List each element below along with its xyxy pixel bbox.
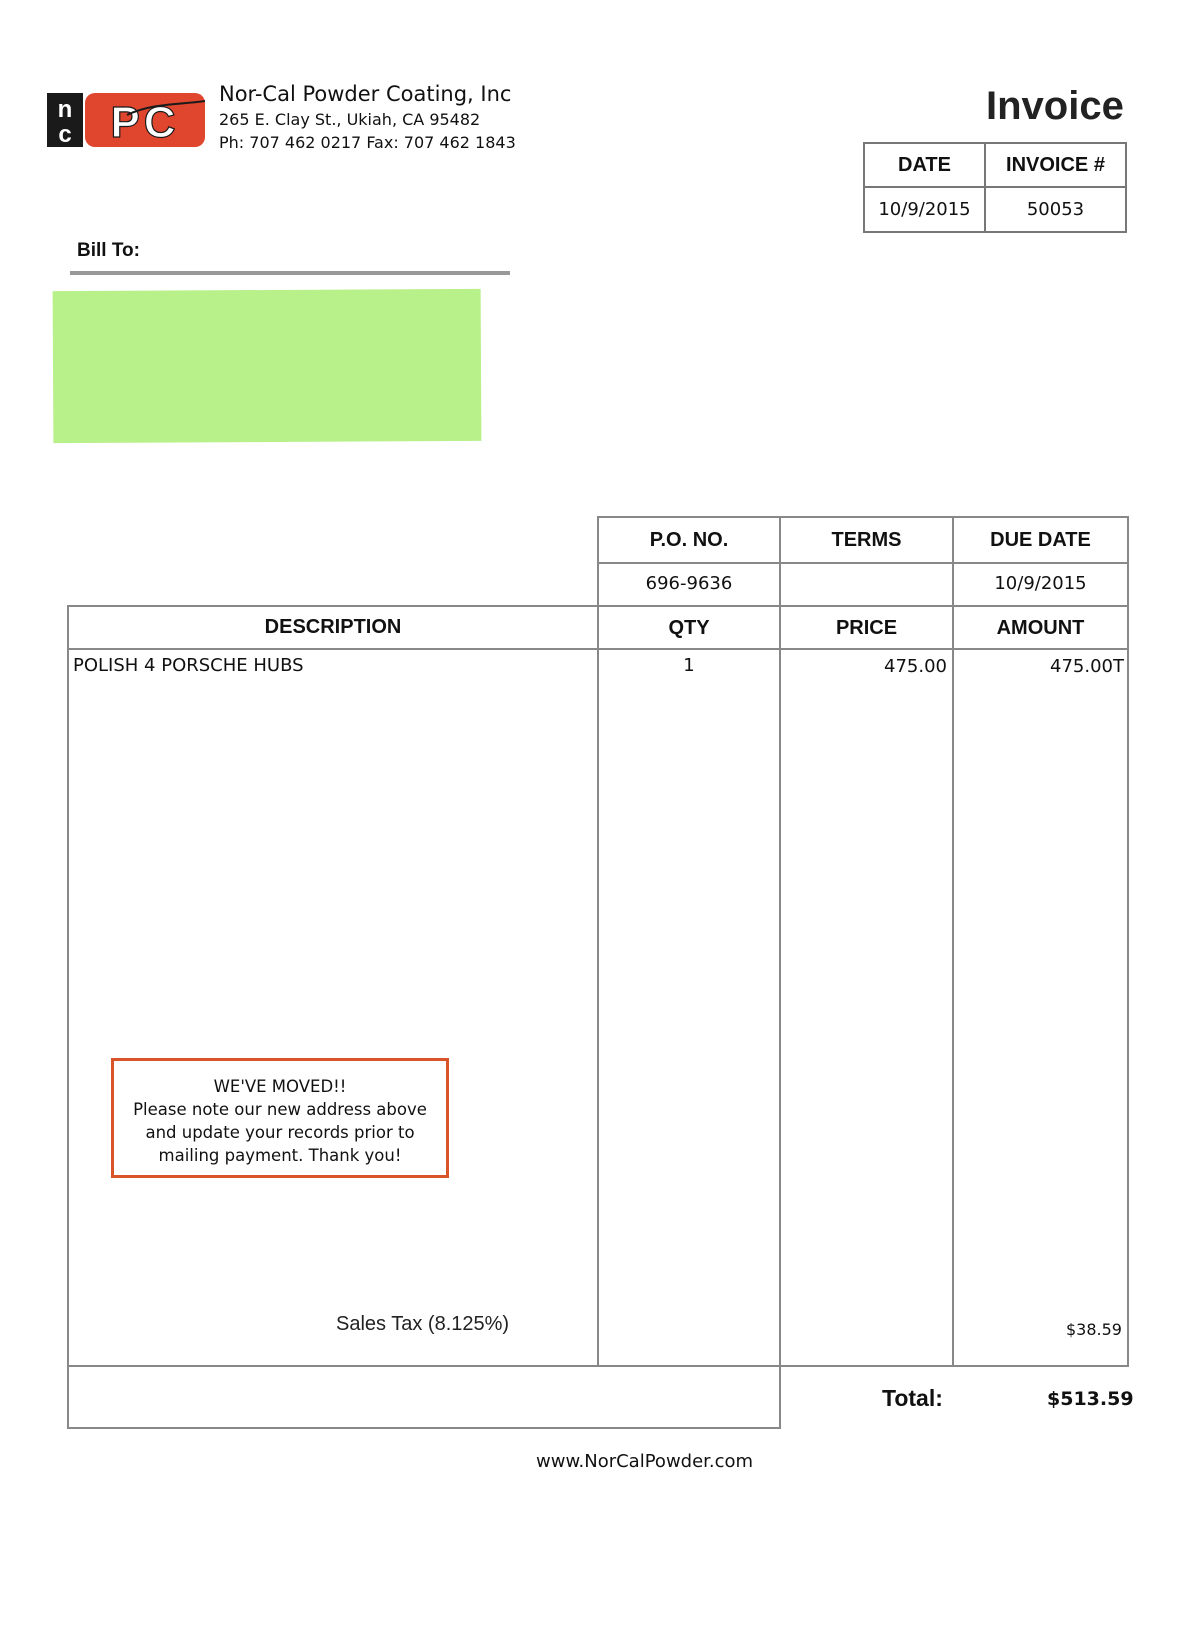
moved-notice xyxy=(111,1058,449,1178)
po-number-header: P.O. NO. xyxy=(649,529,729,551)
sales-tax-amount: $38.59 xyxy=(1066,1320,1122,1339)
invoice-number-header: INVOICE # xyxy=(985,143,1126,187)
due-date-header: DUE DATE xyxy=(990,529,1091,551)
date-header: DATE xyxy=(864,143,985,187)
total-amount: $513.59 xyxy=(1047,1388,1134,1410)
total-label: Total: xyxy=(882,1385,943,1411)
invoice-header-table xyxy=(863,142,1127,233)
price-header: PRICE xyxy=(835,617,898,639)
company-address: 265 E. Clay St., Ukiah, CA 95482 xyxy=(219,110,481,129)
bill-to-rule xyxy=(70,271,510,275)
item-qty: 1 xyxy=(683,655,695,676)
company-name: Nor-Cal Powder Coating, Inc xyxy=(219,82,512,106)
document-title: Invoice xyxy=(986,84,1124,128)
moved-notice-line-2: Please note our new address above xyxy=(133,1100,427,1119)
svg-text:n: n xyxy=(57,96,73,123)
description-header: DESCRIPTION xyxy=(264,616,402,638)
amount-header: AMOUNT xyxy=(996,617,1085,639)
svg-text:c: c xyxy=(58,121,72,147)
company-phone-fax: Ph: 707 462 0217 Fax: 707 462 1843 xyxy=(219,133,516,152)
website-link[interactable]: www.NorCalPowder.com xyxy=(536,1451,754,1472)
bill-to-label: Bill To: xyxy=(77,240,140,261)
invoice-number: 50053 xyxy=(985,187,1126,232)
moved-notice-line-4: mailing payment. Thank you! xyxy=(158,1146,402,1165)
moved-notice-line-1: WE'VE MOVED!! xyxy=(213,1077,347,1096)
item-price: 475.00 xyxy=(884,656,947,677)
moved-notice-line-3: and update your records prior to xyxy=(145,1123,415,1142)
qty-header: QTY xyxy=(668,617,710,639)
due-date: 10/9/2015 xyxy=(994,573,1087,594)
item-description: POLISH 4 PORSCHE HUBS xyxy=(73,655,304,676)
sales-tax-label: Sales Tax (8.125%) xyxy=(336,1313,510,1335)
svg-text:PC: PC xyxy=(110,98,180,147)
terms-header: TERMS xyxy=(831,529,902,551)
invoice-date: 10/9/2015 xyxy=(864,187,985,232)
redacted-address-block xyxy=(53,289,482,443)
po-number: 696-9636 xyxy=(645,573,733,594)
item-amount: 475.00T xyxy=(1050,656,1124,677)
company-logo xyxy=(47,93,205,147)
